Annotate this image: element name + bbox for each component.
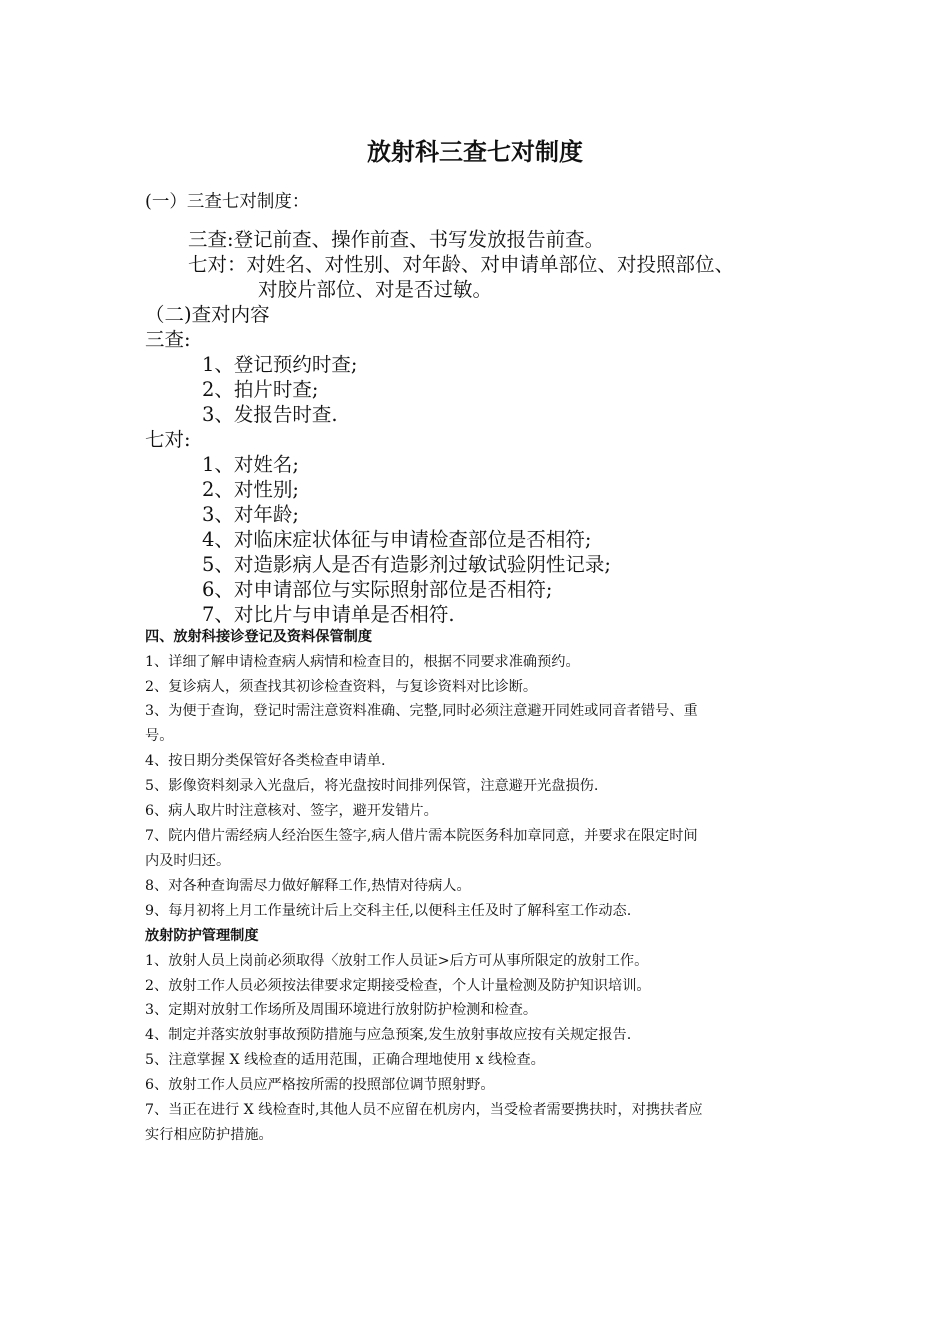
list-item: 6、放射工作人员应严格按所需的投照部位调节照射野。 xyxy=(145,1077,495,1093)
list-item: 2、放射工作人员必须按法律要求定期接受检查，个人计量检测及防护知识培训。 xyxy=(145,978,651,994)
list-item: 2、对性别; xyxy=(202,478,299,501)
list-item: 8、对各种查询需尽力做好解释工作,热情对待病人。 xyxy=(145,878,471,894)
list-item: 1、详细了解申请检查病人病情和检查目的，根据不同要求准确预约。 xyxy=(145,654,580,670)
list-item: 号。 xyxy=(145,728,174,744)
list-item: 1、登记预约时查; xyxy=(202,353,358,376)
page-title: 放射科三查七对制度 xyxy=(367,138,583,166)
list-item: 4、制定并落实放射事故预防措施与应急预案,发生放射事故应按有关规定报告. xyxy=(145,1027,632,1043)
sancha-summary: 三查:登记前查、操作前查、书写发放报告前查。 xyxy=(188,228,605,251)
section1-heading: (一）三查七对制度： xyxy=(145,192,310,212)
list-item: 3、为便于查询，登记时需注意资料准确、完整,同时必须注意避开同姓或同音者错号、重 xyxy=(145,703,698,719)
section5-heading: 放射防护管理制度 xyxy=(145,928,259,944)
qidui-summary-line2: 对胶片部位、对是否过敏。 xyxy=(258,278,493,301)
list-item: 1、对姓名; xyxy=(202,453,299,476)
list-item: 4、按日期分类保管好各类检查申请单. xyxy=(145,753,386,769)
qidui-summary-line1: 七对：对姓名、对性别、对年龄、对申请单部位、对投照部位、 xyxy=(188,253,735,276)
list-item: 2、拍片时查; xyxy=(202,378,319,401)
list-item: 内及时归还。 xyxy=(145,853,231,869)
section4-heading: 四、放射科接诊登记及资料保管制度 xyxy=(145,629,373,645)
list-item: 7、院内借片需经病人经治医生签字,病人借片需本院医务科加章同意，并要求在限定时间 xyxy=(145,828,698,844)
section2-heading: （二)查对内容 xyxy=(145,303,270,326)
list-item: 1、放射人员上岗前必须取得〈放射工作人员证>后方可从事所限定的放射工作。 xyxy=(145,953,649,969)
list-item: 7、当正在进行 X 线检查时,其他人员不应留在机房内，当受检者需要携扶时，对携扶者应 xyxy=(145,1102,703,1118)
sancha-label: 三查: xyxy=(145,328,191,351)
list-item: 3、定期对放射工作场所及周围环境进行放射防护检测和检查。 xyxy=(145,1002,538,1018)
list-item: 3、发报告时查. xyxy=(202,403,338,426)
list-item: 7、对比片与申请单是否相符. xyxy=(202,603,455,626)
list-item: 2、复诊病人，须查找其初诊检查资料，与复诊资料对比诊断。 xyxy=(145,679,538,695)
list-item: 4、对临床症状体征与申请检查部位是否相符; xyxy=(202,528,592,551)
list-item: 5、影像资料刻录入光盘后，将光盘按时间排列保管，注意避开光盘损伤. xyxy=(145,778,599,794)
list-item: 6、对申请部位与实际照射部位是否相符; xyxy=(202,578,553,601)
qidui-label: 七对: xyxy=(145,428,191,451)
list-item: 6、病人取片时注意核对、签字，避开发错片。 xyxy=(145,803,438,819)
list-item: 3、对年龄; xyxy=(202,503,299,526)
list-item: 5、对造影病人是否有造影剂过敏试验阴性记录; xyxy=(202,553,611,576)
list-item: 5、注意掌握 X 线检查的适用范围，正确合理地使用 x 线检查。 xyxy=(145,1052,545,1068)
list-item: 9、每月初将上月工作量统计后上交科主任,以便科主任及时了解科室工作动态. xyxy=(145,903,632,919)
list-item: 实行相应防护措施。 xyxy=(145,1127,273,1143)
